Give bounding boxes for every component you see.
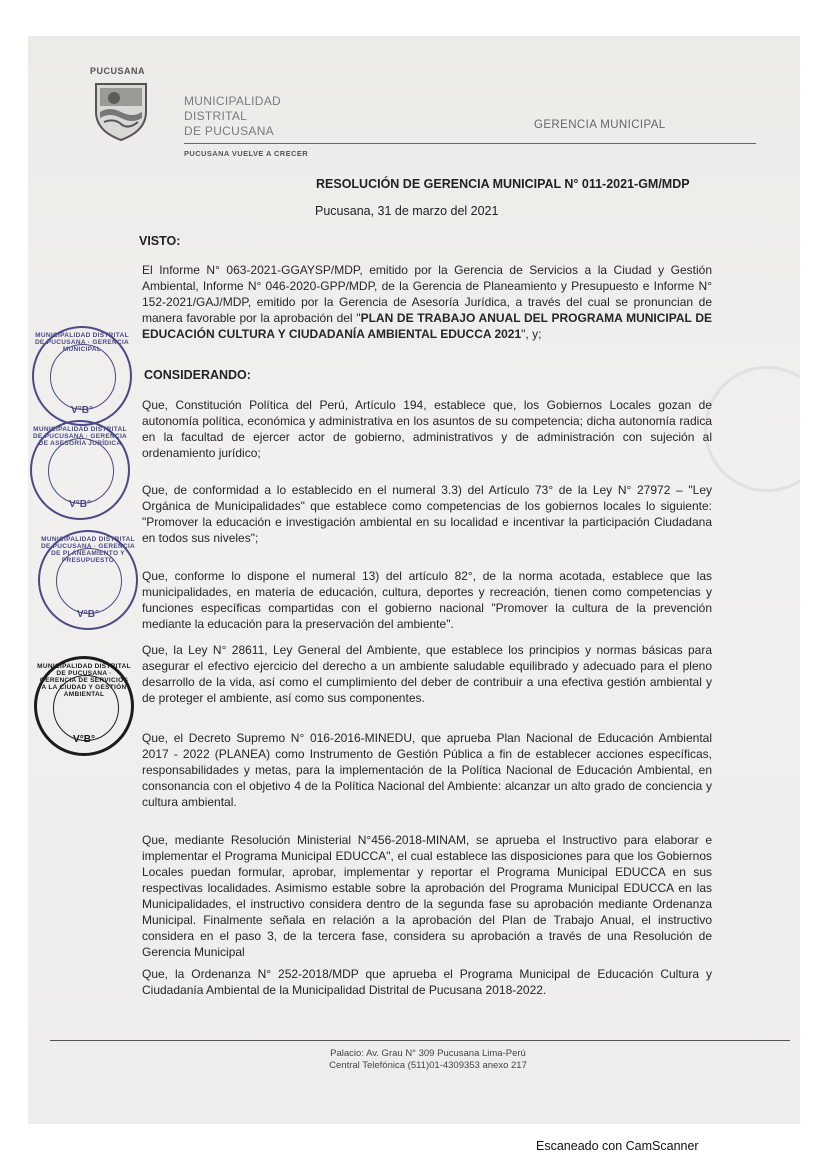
paragraph-decreto-supremo: Que, el Decreto Supremo N° 016-2016-MINEDU, que aprueba Plan Nacional de Educación Ambiental 2017 - 2022 (PLANEA) como Instrumento de Gestión Pública a fin de establecer acciones específicas, responsabilidades y metas, para la implementación de la Política Nacional de Educación Ambiental, en consonancia con el objetivo 4 de la Política Nacional del Ambiente: alcanzar un alto grado de conciencia y cultura ambiental.: [142, 731, 712, 809]
paragraph-ley-28611: Que, la Ley N° 28611, Ley General del Ambiente, que establece los principios y normas básicas para asegurar el efectivo ejercicio del derecho a un ambiente saludable equilibrado y adecuado para el pleno desarrollo de la vida, así como el cumplimiento del deber de contribuir a una efectiva gestión ambiental y de proteger el ambiente, así como sus componentes.: [142, 643, 712, 705]
footer: [308, 1048, 548, 1072]
paragraph-constitucion: Que, Constitución Política del Perú, Artículo 194, establece que, los Gobiernos Locales gozan de autonomía política, económica y administrativa en los asuntos de su competencia; dicha autonomía radica en la facultad de ejercer actor de gobierno, administrativos y de administración con sujeción al ordenamiento jurídico;: [142, 398, 712, 460]
footer-rule: [50, 1040, 790, 1041]
stamp-ring-text: MUNICIPALIDAD DISTRITAL DE PUCUSANA · GERENCIA MUNICIPAL: [34, 332, 130, 353]
resolution-date: Pucusana, 31 de marzo del 2021: [315, 204, 499, 218]
visto-paragraph: [142, 262, 712, 342]
considerando-heading: CONSIDERANDO:: [144, 368, 251, 382]
visto-heading: VISTO:: [139, 234, 181, 248]
muni-line-2: DISTRITAL: [184, 109, 248, 123]
stamp-ring-text: MUNICIPALIDAD DISTRITAL DE PUCUSANA · GERENCIA DE ASESORÍA JURÍDICA: [32, 426, 128, 447]
muni-line-3: DE PUCUSANA: [184, 124, 274, 138]
municipality-name: [184, 94, 281, 139]
paragraph-articulo-82: Que, conforme lo dispone el numeral 13) del artículo 82°, de la norma acotada, establece que las municipalidades, en materia de educación, cultura, deportes y recreación, tienen como competencias y funciones específicas compartidas con el gobierno nacional "Promover la cultura de la prevención mediante la educación para la preservación del ambiente".: [142, 569, 712, 631]
visto-text-2: ", y;: [521, 327, 542, 341]
stamp-vb: V°B°: [77, 609, 99, 620]
visto-plan-name: PLAN DE TRABAJO ANUAL DEL PROGRAMA MUNICIPAL DE EDUCACIÓN CULTURA Y CIUDADANÍA AMBIENTAL EDUCCA 2021: [142, 311, 712, 341]
stamp-vb: V°B°: [73, 734, 95, 745]
muni-line-1: MUNICIPALIDAD: [184, 94, 282, 108]
stamp-vb: V°B°: [69, 499, 91, 510]
stamp-ring-text: MUNICIPALIDAD DISTRITAL DE PUCUSANA · GERENCIA DE SERVICIOS A LA CIUDAD Y GESTIÓN AMBIENTAL: [37, 663, 131, 698]
approval-stamp-gerencia-municipal: [32, 326, 132, 426]
municipal-shield-logo: [92, 78, 150, 142]
stamp-vb: V°B°: [71, 405, 93, 416]
header-rule: [184, 143, 756, 144]
department-heading: GERENCIA MUNICIPAL: [534, 119, 666, 131]
paragraph-ordenanza: Que, la Ordenanza N° 252-2018/MDP que aprueba el Programa Municipal de Educación Cultura y Ciudadanía Ambiental de la Municipalidad Distrital de Pucusana 2018-2022.: [142, 967, 712, 997]
scanner-watermark-label: Escaneado con CamScanner: [536, 1139, 699, 1153]
paragraph-ley-27972: Que, de conformidad a lo establecido en el numeral 3.3) del Artículo 73° de la Ley N° 27972 – "Ley Orgánica de Municipalidades" que establece como competencias de los gobiernos locales lo siguiente: "Promover la educación e investigación ambiental en su localidad e incentivar la participación Ciudadana en todos sus niveles";: [142, 483, 712, 545]
stamp-ring-text: MUNICIPALIDAD DISTRITAL DE PUCUSANA · GERENCIA DE PLANEAMIENTO Y PRESUPUESTO: [40, 536, 136, 564]
footer-phone: Central Telefónica (511)01-4309353 anexo 217: [329, 1060, 527, 1071]
approval-stamp-planeamiento: [38, 530, 138, 630]
approval-stamp-servicios-ciudad: [34, 656, 134, 756]
paragraph-resolucion-ministerial: Que, mediante Resolución Ministerial N°456-2018-MINAM, se aprueba el Instructivo para elaborar e implementar el Programa Municipal EDUCCA", el cual establece las disposiciones para que los Gobiernos Locales puedan formular, aprobar, implementar y reportar el Programa Municipal EDUCCA en sus respectivas localidades. Asimismo estable sobre la aprobación del Programa Municipal EDUCCA en las Municipalidades, el instructivo considera dentro de la segunda fase su aprobación mediante Ordenanza Municipal. Finalmente señala en relación a la aprobación del Plan de Trabajo Anual, el instructivo considera en el paso 3, de la tercera fase, considera su aprobación a través de una Resolución de Gerencia Municipal: [142, 833, 712, 959]
logo-city-name: PUCUSANA: [90, 66, 146, 76]
visto-text-1: El Informe N° 063-2021-GGAYSP/MDP, emitido por la Gerencia de Servicios a la Ciudad y Gestión Ambiental, Informe N° 046-2020-GPP/MDP, de la Gerencia de Planeamiento y Presupuesto e Informe N° 152-2021/GAJ/MDP, emitido por la Gerencia de Asesoría Jurídica, a través del cual se pronuncian de manera favorable por la aprobación del ": [142, 263, 712, 325]
approval-stamp-asesoria-juridica: [30, 420, 130, 520]
footer-address: Palacio: Av. Grau N° 309 Pucusana Lima-Perú: [330, 1048, 526, 1059]
slogan: PUCUSANA VUELVE A CRECER: [184, 149, 309, 158]
resolution-title: RESOLUCIÓN DE GERENCIA MUNICIPAL N° 011-2021-GM/MDP: [316, 177, 690, 191]
scanned-page: [28, 36, 800, 1124]
faded-seal-watermark: [704, 366, 800, 492]
